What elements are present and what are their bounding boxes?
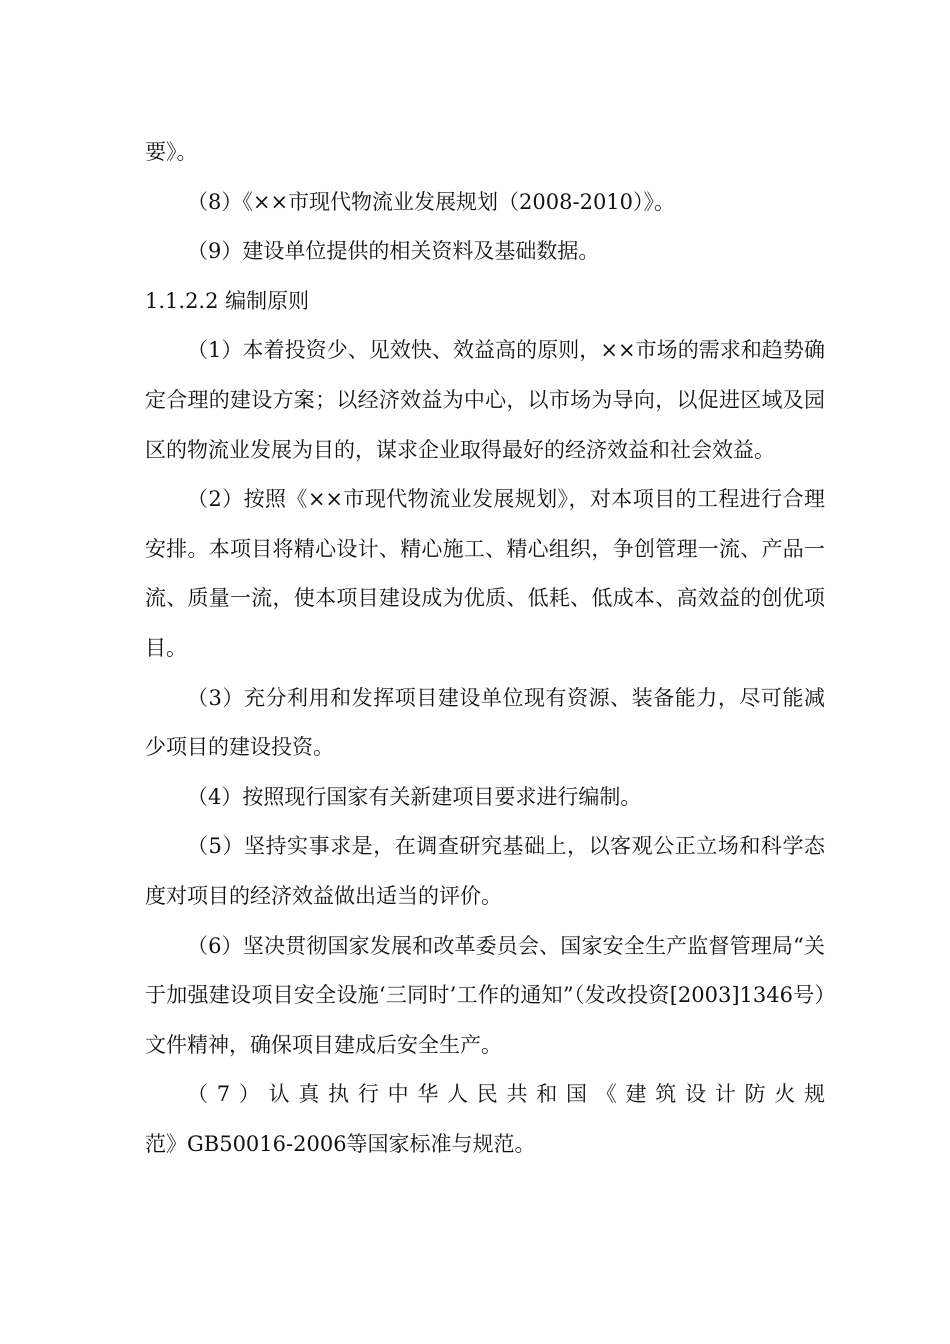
paragraph-continuation: 要》。 (145, 140, 198, 164)
principle-item-7-line-2: 范》GB50016-2006等国家标准与规范。 (145, 1131, 536, 1156)
principle-item-1: （1）本着投资少、见效快、效益高的原则，××市场的需求和趋势确定合理的建设方案；以经济效益为中心，以市场为导向，以促进区域及园区的物流业发展为目的，谋求企业取得最好的经济效益和社会效益。 (145, 338, 825, 462)
principle-item-2: （2）按照《××市现代物流业发展规划》，对本项目的工程进行合理安排。本项目将精心设计、精心施工、精心组织，争创管理一流、产品一流、质量一流，使本项目建设成为优质、低耗、低成本、高效益的创优项目。 (145, 487, 825, 660)
reference-item-8: （8）《××市现代物流业发展规划（2008-2010）》。 (187, 189, 676, 214)
principle-item-7-line-1: （7）认真执行中华人民共和国《建筑设计防火规 (187, 1082, 825, 1107)
principle-item-6: （6）坚决贯彻国家发展和改革委员会、国家安全生产监督管理局“关于加强建设项目安全设施‘三同时’工作的通知”（发改投资[2003]1346号）文件精神，确保项目建成后安全生产。 (145, 933, 825, 1057)
principle-item-4: （4）按照现行国家有关新建项目要求进行编制。 (187, 784, 642, 809)
principle-item-5: （5）坚持实事求是，在调查研究基础上，以客观公正立场和科学态度对项目的经济效益做出适当的评价。 (145, 834, 825, 908)
section-heading: 1.1.2.2 编制原则 (145, 288, 310, 313)
document-body (145, 128, 825, 1169)
reference-item-9: （9）建设单位提供的相关资料及基础数据。 (187, 239, 600, 264)
principle-item-3: （3）充分利用和发挥项目建设单位现有资源、装备能力，尽可能减少项目的建设投资。 (145, 685, 825, 760)
